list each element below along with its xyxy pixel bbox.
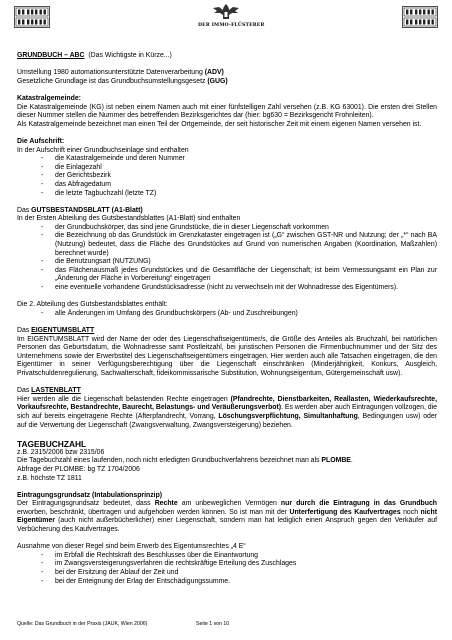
intro-line-2-text: Gesetzliche Grundlage ist das Grundbuchsumstellungsgesetz [17, 77, 208, 85]
tz-line-1: z.B. 2315/2006 bzw 2315/06 [17, 448, 105, 456]
intro-line-1-bold: (ADV) [204, 69, 224, 77]
lb-bold-1: (Pfandrechte, Dienstbarkeiten, Reallasten, Wiederkaufsrechte, Vorkaufsrechte, Bestandrechte, Baurecht, Belastungs- und Veräußerungsverbot) [17, 395, 438, 412]
gb2-intro: Die 2. Abteilung des Gutsbestandsblattes enthält: [17, 301, 168, 309]
doc-title-main: GRUNDBUCH – ABC [17, 52, 85, 59]
list-item: - im Erbfall die Rechtskraft des Beschlusses über die Einantwortung [17, 552, 437, 561]
eg-text-3: erworben, beschränkt, übertragen und aufgehoben werden können. So ist man mit der [17, 508, 290, 516]
list-item: - eine eventuelle vorhandene Grundstücksadresse (nicht zu verwechseln mit der Wohnadresse des Eigentümers). [17, 284, 437, 293]
eg-text-4: noch [400, 508, 421, 516]
aufschrift-heading: Die Aufschrift: [17, 137, 65, 145]
gutsbestandsblatt-intro: In der Ersten Abteilung des Gutsbestandsblattes (A1-Blatt) sind enthalten [17, 215, 241, 223]
tz-line-3: Abfrage der PLOMBE: bg TZ 1704/2006 [17, 465, 140, 473]
haus-helm-logo-right-icon [402, 6, 438, 28]
lastenblatt-paragraph [17, 396, 437, 430]
footer-source: Quelle: Das Grundbuch in der Praxis (JAUK, Wien 2006) [17, 621, 148, 627]
kg-paragraph-2: Als Katastralgemeinde bezeichnet man einen Teil der Ortgemeinde, der seit historischer Zeit mit einem eigenen Namen versehen ist. [17, 120, 422, 128]
lb-heading-pre: Das [17, 387, 32, 395]
aufschrift-list [17, 155, 437, 198]
gb-heading-bold: GUTSBESTANDSBLATT (A1-Blatt) [31, 206, 143, 214]
list-item: - die letzte Tagbuchzahl (letzte TZ) [17, 190, 437, 199]
lastenblatt-heading [17, 387, 437, 396]
list-item: - alle Änderungen im Umfang des Grundbuchskörpers (Ab- und Zuschreibungen) [17, 310, 437, 319]
intro-line-2-bold: (GUG) [207, 77, 228, 85]
eg-text-5: (auch nicht außerbücherlicher) einer Liegenschaft, sondern man hat lediglich einen Anspruch gegen den Verkäufer auf Verbücherung des Kaufvertrages. [17, 517, 437, 534]
crest-label: DER IMMO-FLÜSTERER [198, 23, 265, 28]
eg-bold-3: Unterfertigung des Kaufvertrages [289, 508, 401, 516]
list-item: - das Flächenausmaß jedes Grundstückes und die Gesamtfläche der Liegenschaft; ist beim Vermessungsamt ein Plan zur „Änderung der Fläche in Vorbereitung“ eingetragen [17, 267, 437, 284]
haus-helm-logo-left-icon [14, 6, 50, 28]
tz-line-2-text: Die Tagebuchzahl eines laufenden, noch nicht erledigten Grundbuchverfahrens bezeichnet man als [17, 457, 322, 465]
list-item: - der Grundbuchskörper, das sind jene Grundstücke, die in dieser Liegenschaft vorkommen [17, 224, 437, 233]
eintragungsgrundsatz-paragraph [17, 500, 437, 534]
lb-text-1: Hier werden alle die Liegenschaft belastenden Rechte eingetragen [17, 395, 231, 403]
kg-paragraph-1: Die Katastralgemeinde (KG) ist neben einem Namen auch mit einer fünfstelligen Zahl versehen (z.B. KG 63001). Die ersten drei Stellen dieser Nummer stellen die Nummer des betreffenden Bezirksgerichtes dar (hier: bg630 = Bezirksgericht Frohnleiten). [17, 103, 437, 120]
eintragungsgrundsatz-heading: Eintragungsgrundsatz (Intabulationsprinzip) [17, 491, 163, 499]
aufschrift-intro: In der Aufschrift einer Grundbuchseinlage sind enthalten [17, 146, 189, 154]
eg-text-1: Der Eintragungsgrundsatz bedeutet, dass [17, 500, 155, 508]
tz-line-4: z.B. höchste TZ 1811 [17, 474, 82, 482]
eigentumsblatt-heading [17, 327, 437, 336]
doc-title-sub: (Das Wichtigste in Kürze...) [88, 52, 172, 59]
crest-logo [198, 2, 265, 28]
footer-page-number: Seite 1 von 10 [196, 621, 230, 627]
gb-heading-pre: Das [17, 206, 32, 214]
intro-line-1-text: Umstellung 1980 automationsunterstützte Datenverarbeitung [17, 69, 205, 77]
eg-text-2: am unbeweglichen Vermögen [177, 500, 281, 508]
list-item: - das Abfragedatum [17, 181, 437, 190]
doc-title [17, 52, 437, 61]
eg-bold-1: Rechte [154, 500, 178, 508]
list-item: - die Katastralgemeinde und deren Nummer [17, 155, 437, 164]
eg-bold-4: nicht Eigentümer [17, 508, 437, 525]
lb-text-3: , Bedingungen usw) oder auf die Verwertung der Liegenschaft (Zwangsverwaltung, Zwangsversteigerung) beziehen. [17, 412, 437, 429]
list-item: - im Zwangsversteigerungsverfahren die rechtskräftige Erteilung des Zuschlages [17, 560, 437, 569]
gutsbestandsblatt-heading [17, 207, 437, 216]
eb-heading-pre: Das [17, 327, 32, 334]
eb-heading-bold: EIGENTUMSBLATT [31, 327, 95, 334]
document-body [17, 52, 437, 586]
ausnahme-intro: Ausnahme von dieser Regel sind beim Erwerb des Eigentumsrechtes „4 E“ [17, 543, 246, 551]
list-item: - der Gerichtsbezirk [17, 172, 437, 181]
tz-line-2-bold: PLOMBE [321, 457, 351, 465]
list-item: - bei der Ersitzung der Ablauf der Zeit und [17, 569, 437, 578]
eigentumsblatt-paragraph: Im EIGENTUMSBLATT wird der Name der oder des Liegenschaftseigentümer/s, die Größe des Anteiles als Bruchzahl, bei natürlichen Personen das Geburtsdatum, die Wohnadresse samt Postleitzahl, bei juristischen Personen die Firmenbuchnummer und der Sitz des Unternehmens sowie der Erwerbstitel des Liegenschaftseigentümers eingetragen. Hier werden auch alle Tatsachen eingetragen, die den Eigentümer in seiner Verfügungsberechtigung über die Liegenschaft einschränken (Minderjährigkeit, Konkurs, Ausgleich, Privatschuldenregulierung, Sachwalterschaft, fideikommissarische Substitution, Wohnungseigentum, Gütergemeinschaft usw). [17, 335, 437, 377]
kg-heading: Katastralgemeinde: [17, 94, 81, 102]
list-item: - die Bezeichnung ob das Grundstück im Grenzkataster eingetragen ist („G“ zwischen GST-NR und Nutzung; der „*“ nach BA (Nutzung) bedeutet, dass die Fläche des Grundstückes auf Grund von numerischen Angaben (Koordination, Maßzahlen) berechnet wurde) [17, 232, 437, 258]
lb-text-2: . Es werden aber auch Eintragungen vollzogen, die sich auf bereits eingetragene Rechte (Afterpfandrecht, Vorrang, [17, 404, 437, 420]
tz-line-2-post: . [350, 457, 353, 465]
gb2-list [17, 310, 437, 319]
eg-bold-2: nur durch die Eintragung in das Grundbuch [280, 500, 437, 508]
lb-heading-bold: LASTENBLATT [31, 387, 81, 395]
lb-bold-2: Löschungsverpflichtung, Simultanhaftung [218, 412, 358, 420]
intro-line-1 [17, 69, 437, 78]
intro-line-2 [17, 78, 437, 87]
ausnahme-list [17, 552, 437, 586]
list-item: - die Benutzungsart (NUTZUNG) [17, 258, 437, 267]
tagebuchzahl-heading: TAGEBUCHZAHL [17, 438, 87, 449]
gutsbestandsblatt-list [17, 224, 437, 293]
list-item: - die Einlagezahl [17, 164, 437, 173]
tz-line-2 [17, 457, 437, 466]
eagle-crest-icon [211, 2, 241, 22]
list-item: - bei der Enteignung der Erlag der Entschädigungssumme. [17, 578, 437, 587]
